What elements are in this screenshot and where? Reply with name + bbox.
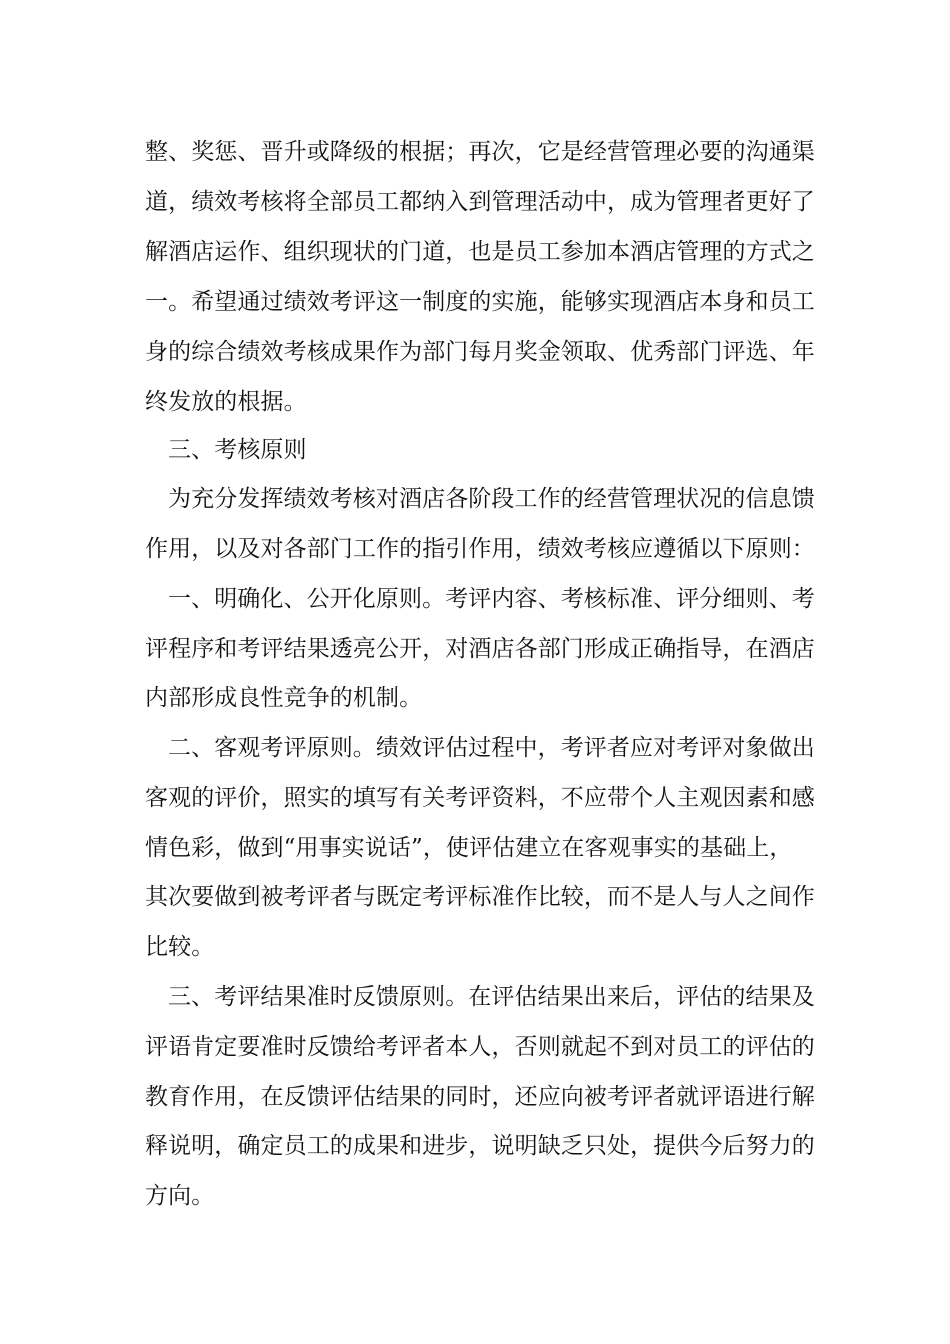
section-heading: 三、考核原则 <box>168 437 307 463</box>
text-line: 作用，以及对各部门工作的指引作用，绩效考核应遵循以下原则： <box>145 536 815 562</box>
text-line: 终发放的根据。 <box>145 389 307 415</box>
text-line: 一、明确化、公开化原则。考评内容、考核标准、评分细则、考 <box>168 586 815 612</box>
text-line: 道，绩效考核将全部员工都纳入到管理活动中，成为管理者更好了 <box>145 189 815 215</box>
text-line: 比较。 <box>145 934 215 960</box>
text-line: 评语肯定要准时反馈给考评者本人，否则就起不到对员工的评估的 <box>145 1034 815 1060</box>
text-line: 情色彩，做到“用事实说话”，使评估建立在客观事实的基础上， <box>145 835 793 861</box>
text-line: 客观的评价，照实的填写有关考评资料，不应带个人主观因素和感 <box>145 785 815 811</box>
text-line: 身的综合绩效考核成果作为部门每月奖金领取、优秀部门评选、年 <box>145 339 815 365</box>
text-line: 释说明，确定员工的成果和进步，说明缺乏只处，提供今后努力的 <box>145 1133 815 1159</box>
text-line: 教育作用，在反馈评估结果的同时，还应向被考评者就评语进行解 <box>145 1084 815 1110</box>
text-line: 一。希望通过绩效考评这一制度的实施，能够实现酒店本身和员工 <box>145 289 815 315</box>
text-line: 评程序和考评结果透亮公开，对酒店各部门形成正确指导，在酒店 <box>145 636 815 662</box>
text-line: 方向。 <box>145 1183 215 1209</box>
text-line: 内部形成良性竞争的机制。 <box>145 685 423 711</box>
text-line: 解酒店运作、组织现状的门道，也是员工参加本酒店管理的方式之 <box>145 239 815 265</box>
text-line: 二、客观考评原则。绩效评估过程中，考评者应对考评对象做出 <box>168 735 815 761</box>
text-line: 整、奖惩、晋升或降级的根据；再次，它是经营管理必要的沟通渠 <box>145 139 815 165</box>
text-line: 为充分发挥绩效考核对酒店各阶段工作的经营管理状况的信息馈 <box>168 486 815 512</box>
text-line: 其次要做到被考评者与既定考评标准作比较，而不是人与人之间作 <box>145 884 815 910</box>
text-line: 三、考评结果准时反馈原则。在评估结果出来后，评估的结果及 <box>168 984 815 1010</box>
